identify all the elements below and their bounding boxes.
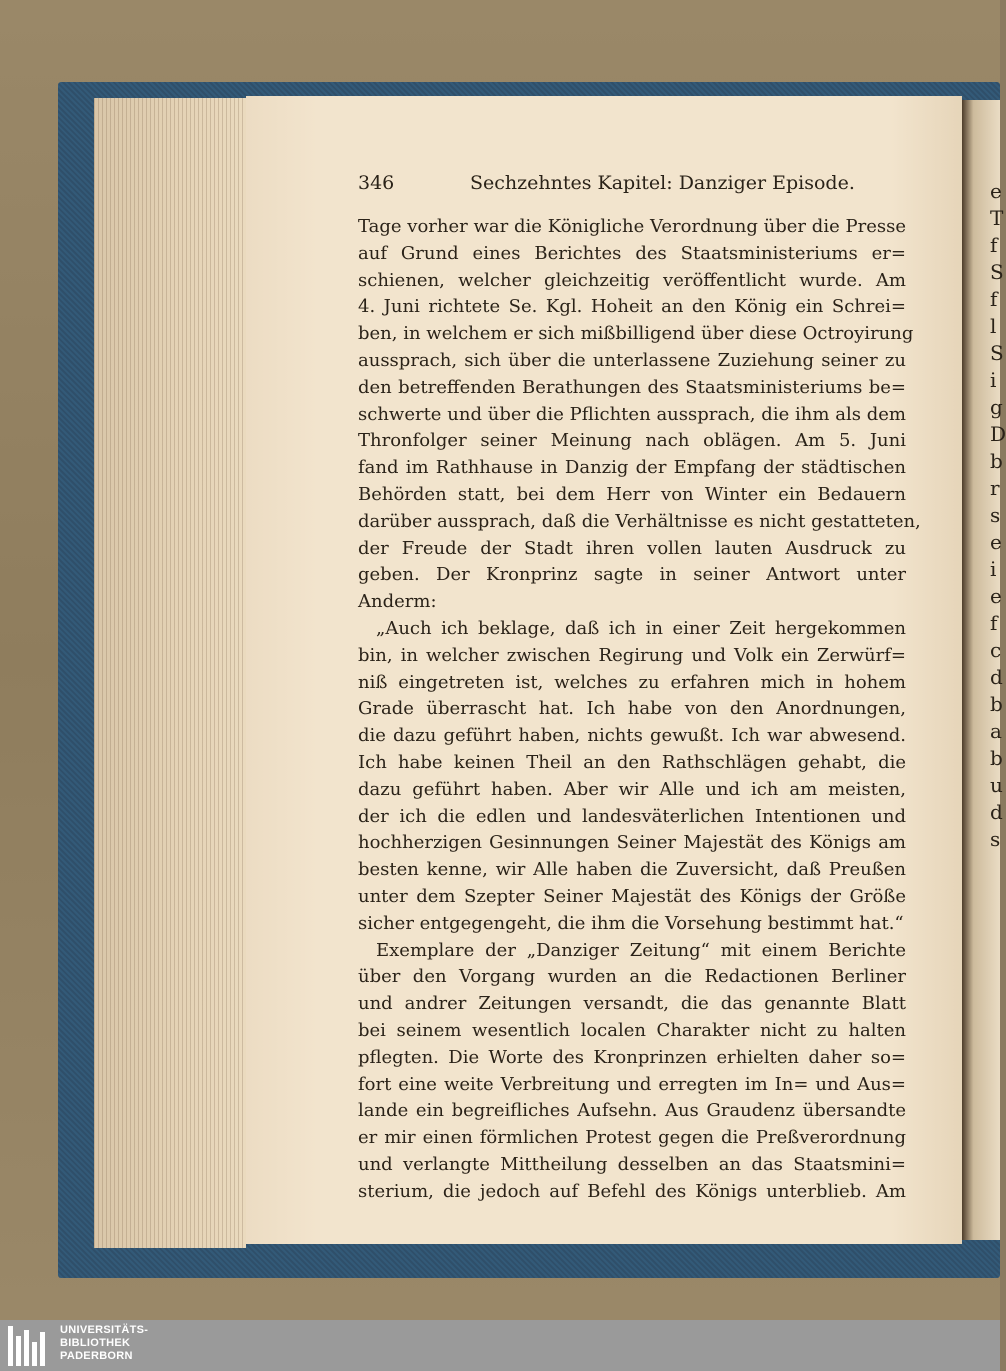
- next-page-fragment: S: [990, 260, 1004, 284]
- next-page-text-fragments: [990, 178, 1006, 853]
- next-page-fragment: f: [990, 233, 998, 257]
- next-page-fragment: i: [990, 368, 997, 392]
- next-page-fragment: s: [990, 827, 1001, 851]
- library-logo-icon: [8, 1326, 52, 1366]
- text-line: geben. Der Kronprinz sagte in seiner Antwort unter: [358, 564, 906, 586]
- next-page-fragment: T: [990, 206, 1004, 230]
- text-line: pflegten. Die Worte des Kronprinzen erhielten daher so=: [358, 1046, 906, 1068]
- text-line: Exemplare der „Danziger Zeitung“ mit einem Berichte: [376, 939, 906, 961]
- page-edges: [94, 98, 246, 1248]
- text-line: sicher entgegengeht, die ihm die Vorsehung bestimmt hat.“: [358, 912, 904, 934]
- text-line: schwerte und über die Pflichten aussprach, die ihm als dem: [358, 403, 906, 425]
- text-line: die dazu geführt haben, nichts gewußt. Ich war abwesend.: [358, 725, 906, 747]
- text-line: Grade überrascht hat. Ich habe von den Anordnungen,: [358, 698, 906, 720]
- text-line: dazu geführt haben. Aber wir Alle und ich am meisten,: [358, 778, 906, 800]
- text-line: lande ein begreifliches Aufsehn. Aus Graudenz übersandte: [358, 1100, 906, 1122]
- text-line: aussprach, sich über die unterlassene Zuziehung seiner zu: [358, 349, 906, 371]
- page-number: 346: [358, 172, 395, 194]
- text-line: er mir einen förmlichen Protest gegen die Preßverordnung: [358, 1127, 906, 1149]
- next-page-fragment: b: [990, 692, 1003, 716]
- text-line: „Auch ich beklage, daß ich in einer Zeit hergekommen: [376, 617, 906, 639]
- library-label-line: UNIVERSITÄTS-: [60, 1324, 149, 1336]
- next-page-fragment: S: [990, 341, 1004, 365]
- next-page-fragment: e: [990, 179, 1002, 203]
- text-line: und andrer Zeitungen versandt, die das genannte Blatt: [358, 993, 906, 1015]
- footer-bar: [0, 1320, 1000, 1371]
- text-line: Thronfolger seiner Meinung nach oblägen. Am 5. Juni: [358, 430, 906, 452]
- next-page-fragment: b: [990, 746, 1003, 770]
- text-line: unter dem Szepter Seiner Majestät des Königs der Größe: [358, 885, 906, 907]
- running-head: Sechzehntes Kapitel: Danziger Episode.: [470, 172, 855, 194]
- text-line: fort eine weite Verbreitung und erregten im In= und Aus=: [358, 1073, 906, 1095]
- body-text: [358, 214, 921, 1205]
- next-page-fragment: s: [990, 503, 1001, 527]
- next-page-fragment: a: [990, 719, 1002, 743]
- text-line: Tage vorher war die Königliche Verordnung über die Presse: [358, 216, 906, 237]
- next-page-fragment: r: [990, 476, 1000, 500]
- text-line: Ich habe keinen Theil an den Rathschlägen gehabt, die: [358, 751, 906, 773]
- text-line: der Freude der Stadt ihren vollen lauten Ausdruck zu: [358, 537, 906, 559]
- text-line: niß eingetreten ist, welches zu erfahren mich in hohem: [358, 671, 906, 693]
- library-label-line: PADERBORN: [60, 1350, 133, 1362]
- library-label: [60, 1324, 148, 1363]
- next-page-fragment: f: [990, 611, 998, 635]
- text-line: Behörden statt, bei dem Herr von Winter ein Bedauern: [358, 483, 906, 505]
- page-header: [358, 172, 908, 200]
- next-page-fragment: d: [990, 800, 1003, 824]
- text-line: bei seinem wesentlich localen Charakter nicht zu halten: [358, 1019, 906, 1041]
- next-page-fragment: D: [990, 422, 1006, 446]
- next-page-fragment: d: [990, 665, 1003, 689]
- next-page-fragment: c: [990, 638, 1002, 662]
- text-line: hochherzigen Gesinnungen Seiner Majestät des Königs am: [358, 832, 906, 854]
- text-line: der ich die edlen und landesväterlichen Intentionen und: [358, 805, 906, 827]
- text-line: auf Grund eines Berichtes des Staatsministeriums er=: [358, 242, 906, 264]
- text-line: darüber aussprach, daß die Verhältnisse es nicht gestatteten,: [358, 510, 921, 532]
- text-line: ben, in welchem er sich mißbilligend über diese Octroyirung: [358, 323, 914, 345]
- library-label-line: BIBLIOTHEK: [60, 1337, 131, 1349]
- text-line: den betreffenden Berathungen des Staatsministeriums be=: [358, 376, 906, 398]
- next-page-fragment: e: [990, 530, 1002, 554]
- next-page-fragment: u: [990, 773, 1003, 797]
- text-line: besten kenne, wir Alle haben die Zuversicht, daß Preußen: [358, 859, 906, 881]
- next-page-fragment: f: [990, 287, 998, 311]
- next-page-fragment: i: [990, 557, 997, 581]
- text-line: fand im Rathhause in Danzig der Empfang der städtischen: [358, 457, 906, 479]
- text-line: bin, in welcher zwischen Regirung und Volk ein Zerwürf=: [358, 644, 906, 666]
- next-page-fragment: g: [990, 395, 1003, 419]
- text-line: über den Vorgang wurden an die Redactionen Berliner: [358, 966, 906, 988]
- text-line: sterium, die jedoch auf Befehl des Königs unterblieb. Am: [358, 1180, 906, 1202]
- text-line: schienen, welcher gleichzeitig veröffentlicht wurde. Am: [358, 269, 906, 291]
- next-page-fragment: l: [990, 314, 997, 338]
- next-page-fragment: e: [990, 584, 1002, 608]
- text-line: Anderm:: [358, 591, 437, 613]
- text-line: 4. Juni richtete Se. Kgl. Hoheit an den König ein Schrei=: [358, 296, 906, 318]
- text-line: und verlangte Mittheilung desselben an das Staatsmini=: [358, 1153, 906, 1175]
- next-page-fragment: b: [990, 449, 1003, 473]
